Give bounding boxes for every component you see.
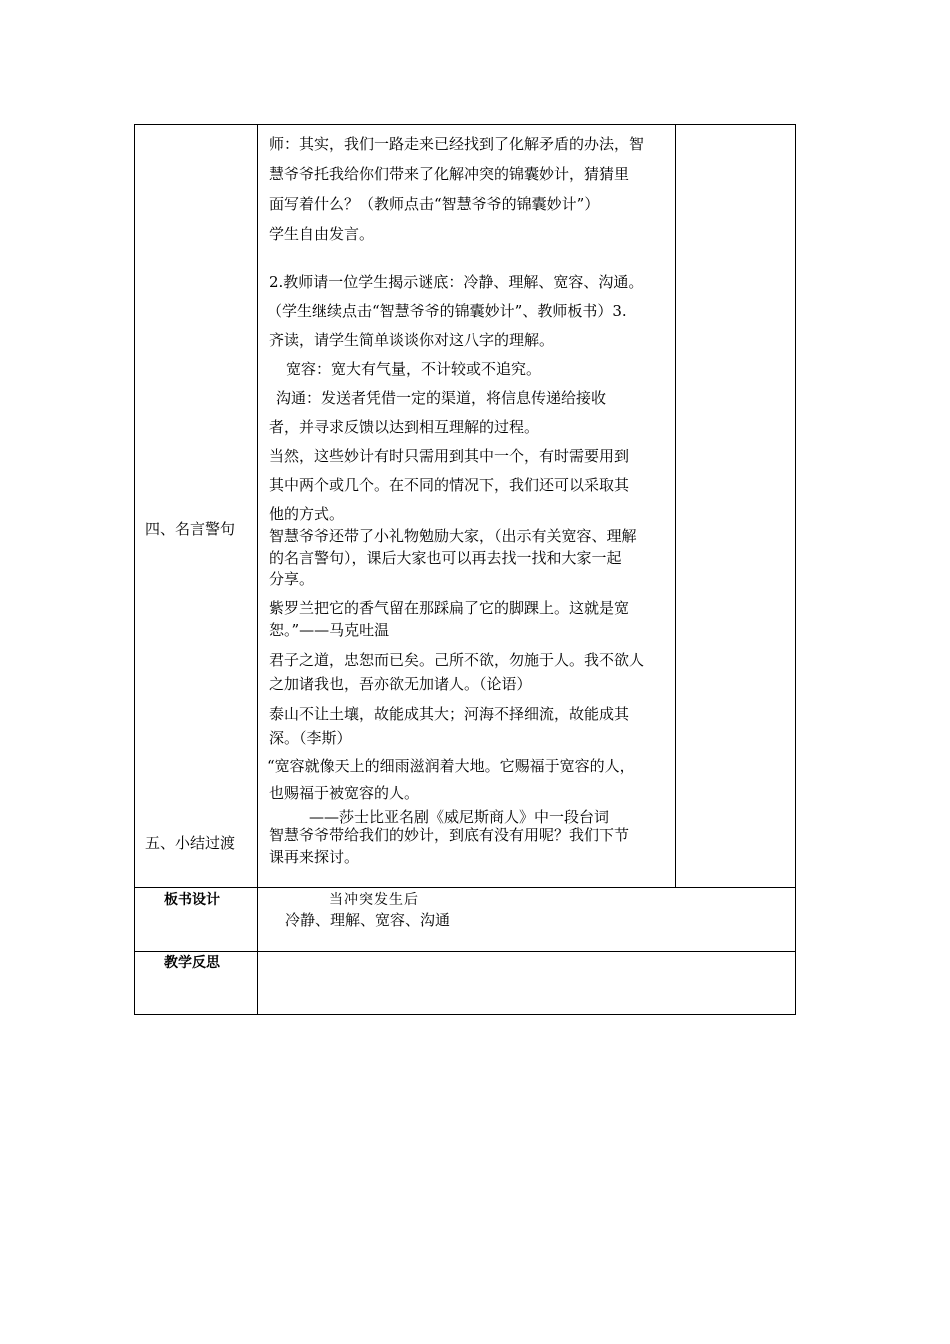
content-line: 慧爷爷托我给你们带来了化解冲突的锦囊妙计，猜猜里 <box>269 165 630 183</box>
row-divider-reflection <box>134 951 796 952</box>
content-line: 深。（李斯） <box>269 729 352 747</box>
content-line: 的名言警句），课后大家也可以再去找一找和大家一起 <box>269 549 622 567</box>
table-bottom-border <box>134 1014 796 1015</box>
content-line: 学生自由发言。 <box>269 225 375 243</box>
content-line: 齐读，请学生简单谈谈你对这八字的理解。 <box>269 331 555 349</box>
content-line: 师：其实，我们一路走来已经找到了化解矛盾的办法，智 <box>269 135 645 153</box>
content-line: 其中两个或几个。在不同的情况下，我们还可以采取其 <box>269 476 630 494</box>
content-line: 分享。 <box>269 570 315 588</box>
content-line: 紫罗兰把它的香气留在那踩扁了它的脚踝上。这就是宽 <box>269 599 630 617</box>
content-line: 沟通：发送者凭借一定的渠道，将信息传递给接收 <box>276 389 607 407</box>
content-line: 之加诸我也，吾亦欲无加诸人。（论语） <box>269 675 532 693</box>
column-divider-label <box>257 124 258 1015</box>
section-label-board-design: 板书设计 <box>164 892 220 908</box>
section-label-summary: 五、小结过渡 <box>145 834 236 852</box>
content-line: 智慧爷爷还带了小礼物勉励大家，（出示有关宽容、理解 <box>269 527 637 545</box>
column-divider-notes <box>675 124 676 888</box>
content-line: （学生继续点击“智慧爷爷的锦囊妙计”、教师板书）3. <box>267 302 627 320</box>
board-design-heading: 当冲突发生后 <box>329 892 419 908</box>
content-line: 面写着什么？（教师点击“智慧爷爷的锦囊妙计”） <box>269 195 600 213</box>
content-line: 君子之道，忠恕而已矣。己所不欲，勿施于人。我不欲人 <box>269 651 645 669</box>
content-line: 也赐福于被宽容的人。 <box>269 784 420 802</box>
content-line: 他的方式。 <box>269 505 345 523</box>
content-line: 课再来探讨。 <box>269 848 360 866</box>
content-line: 智慧爷爷带给我们的妙计，到底有没有用呢？我们下节 <box>269 826 630 844</box>
content-line: 泰山不让土壤，故能成其大；河海不择细流，故能成其 <box>269 705 630 723</box>
content-line: 恕。”——马克吐温 <box>269 621 390 639</box>
section-label-quotes: 四、名言警句 <box>145 520 236 538</box>
table-top-border <box>134 124 796 125</box>
content-line: “宽容就像天上的细雨滋润着大地。它赐福于宽容的人， <box>267 757 635 775</box>
content-line: 当然，这些妙计有时只需用到其中一个，有时需要用到 <box>269 447 630 465</box>
content-line: 宽容：宽大有气量，不计较或不追究。 <box>286 360 542 378</box>
board-design-keywords: 冷静、理解、宽容、沟通 <box>285 911 451 929</box>
content-line: 2.教师请一位学生揭示谜底：冷静、理解、宽容、沟通。 <box>269 273 644 291</box>
row-divider-board <box>134 887 796 888</box>
content-line: 者，并寻求反馈以达到相互理解的过程。 <box>269 418 540 436</box>
table-right-border <box>795 124 796 1015</box>
table-left-border <box>134 124 135 1015</box>
section-label-teaching-reflection: 教学反思 <box>164 955 220 971</box>
attribution-line: ——莎士比亚名剧《威尼斯商人》中一段台词 <box>309 808 610 826</box>
